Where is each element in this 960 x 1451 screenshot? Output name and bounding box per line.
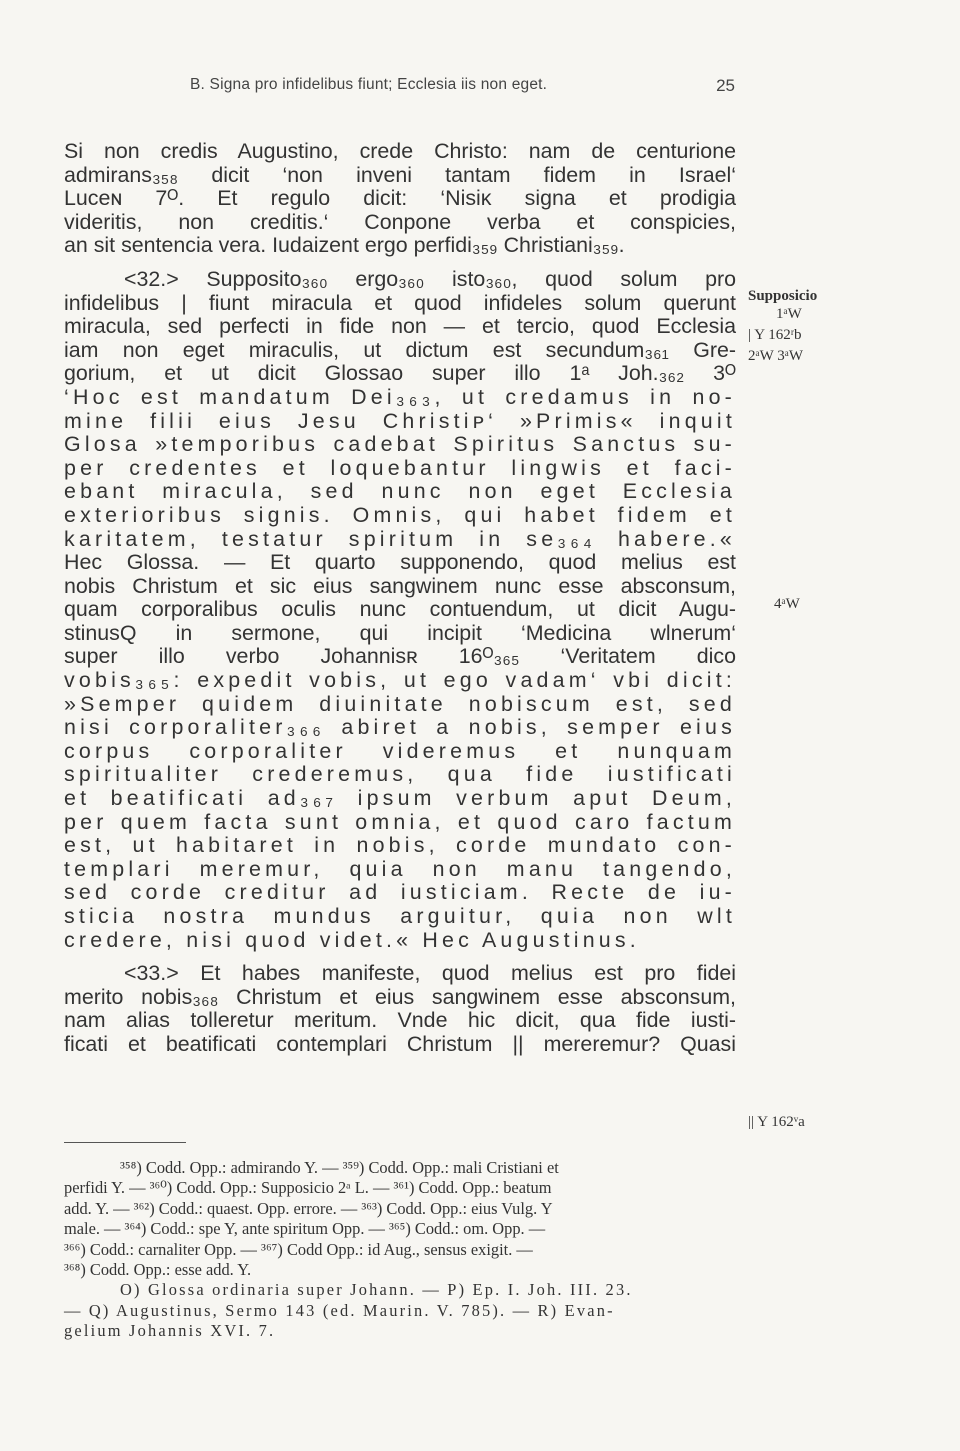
text-line: iam non eget miraculis, ut dictum est secundum₃₆₁ Gre- [64,337,736,362]
text-line: corpus corporaliter videremus et nunquam [64,738,736,763]
paragraph-33 [64,962,736,1056]
text-line: ficati et beatificati contemplari Christum || mereremur? Quasi [64,1031,736,1056]
footnote-line: ³⁶⁶) Codd.: carnaliter Opp. — ³⁶⁷) Codd Opp.: id Aug., sensus exigit. — [64,1239,533,1259]
margin-note: | Y 162ʳb [748,327,802,343]
text-line: sed corde creditur ad iusticiam. Recte de iu- [64,880,736,905]
source-note: — Q) Augustinus, Sermo 143 (ed. Maurin. V. 785). — R) Evan- [64,1300,615,1320]
footnote-rule [64,1142,186,1143]
text-line: miracula, sed perfecti in fide non — et tercio, quod Ecclesia [64,314,736,339]
text-line: nobis Christum et sic eius sangwinem nunc esse absconsum, [64,573,736,598]
text-line: super illo verbo Johannisʀ 16ᴼ₃₆₅ ‘Veritatem dico [64,644,736,669]
text-line: stinusQ in sermone, qui incipit ‘Medicina wlnerum‘ [64,620,736,645]
text-line: mine filii eius Jesu Christiᴘ‘ »Primis« inquit [64,408,736,433]
footnote-line: ³⁶⁸) Codd. Opp.: esse add. Y. [64,1259,252,1279]
source-note: O) Glossa ordinaria super Johann. — P) Ep. I. Joh. III. 23. [120,1280,633,1300]
source-note: gelium Johannis XVI. 7. [64,1321,276,1341]
text-line: per credentes et loquebantur lingwis et faci- [64,455,736,480]
text-line: ‘Hoc est mandatum Dei₃₆₃, ut credamus in no- [64,384,736,409]
text-line: an sit sentencia vera. Iudaizent ergo perfidi₃₅₉ Christiani₃₅₉. [64,233,625,258]
margin-note: || Y 162ᵛa [748,1114,805,1130]
text-line: karitatem, testatur spiritum in se₃₆₄ habere.« [64,526,736,551]
text-line: <32.> Supposito₃₆₀ ergo₃₆₀ isto₃₆₀, quod solum pro [124,266,736,291]
margin-note: Supposicio [748,288,818,304]
margin-note: 4ᵃW [774,596,800,612]
paragraph-31 [64,140,736,258]
text-line: ebant miracula, sed nunc non eget Ecclesia [64,479,736,504]
text-line: <33.> Et habes manifeste, quod melius est pro fidei [124,961,736,986]
text-line: infidelibus | fiunt miracula et quod infideles solum querunt [64,290,736,315]
text-line: Si non credis Augustino, crede Christo: nam de centurione [64,139,736,163]
text-line: quam corporalibus oculis nunc contuendum, ut dicit Augu- [64,597,736,622]
text-line: Hec Glossa. — Et quarto supponendo, quod melius est [64,550,736,575]
footnotes [64,1158,736,1342]
text-line: sticia nostra mundus arguitur, quia non wlt [64,904,736,928]
text-line: »Semper quidem diuinitate nobiscum est, sed [64,691,736,716]
text-line: credere, nisi quod videt.« Hec Augustinus. [64,927,640,952]
text-line: templari meremur, quia non manu tangendo, [64,856,736,881]
text-line: Glosa »temporibus cadebat Spiritus Sanctus su- [64,432,736,457]
text-line: videritis, non creditis.‘ Conpone verba et conspicies, [64,209,736,234]
text-line: vobis₃₆₅: expedit vobis, ut ego vadam‘ vbi dicit: [64,668,736,693]
text-line: nisi corporaliter₃₆₆ abiret a nobis, semper eius [64,715,736,740]
page-number: 25 [716,76,735,95]
footnote-line: perfidi Y. — ³⁶⁰) Codd. Opp.: Supposicio 2ᵃ L. — ³⁶¹) Codd. Opp.: beatum [64,1178,552,1198]
footnote-line: male. — ³⁶⁴) Codd.: spe Y, ante spiritum Opp. — ³⁶⁵) Codd.: om. Opp. — [64,1219,546,1239]
text-line: per quem facta sunt omnia, et quod caro factum [64,809,736,834]
paragraph-32 [64,268,736,952]
margin-note: 1ᵃW [776,306,802,322]
text-line: nam alias tolleretur meritum. Vnde hic dicit, qua fide iusti- [64,1008,736,1033]
running-title: B. Signa pro infidelibus fiunt; Ecclesia iis non eget. [190,76,548,93]
margin-note: 2ᵃW 3ᵃW [748,348,803,364]
text-line: Luceɴ 7ᴼ. Et regulo dicit: ‘Nisiᴋ signa et prodigia [64,186,736,211]
footnote-line: ³⁵⁸) Codd. Opp.: admirando Y. — ³⁵⁹) Codd. Opp.: mali Cristiani et [120,1158,559,1177]
text-line: gorium, et ut dicit Glossaᴏ super illo 1ᵃ Joh.₃₆₂ 3ᴼ [64,361,736,386]
main-text [64,140,736,1067]
text-line: et beatificati ad₃₆₇ ipsum verbum aput Deum, [64,786,736,811]
text-line: est, ut habitaret in nobis, corde mundato con- [64,833,736,858]
footnote-line: add. Y. — ³⁶²) Codd.: quaest. Opp. errore. — ³⁶³) Codd. Opp.: eius Vulg. Y [64,1198,553,1218]
text-line: merito nobis₃₆₈ Christum et eius sangwinem esse absconsum, [64,984,736,1009]
text-line: exterioribus signis. Omnis, qui habet fidem et [64,502,736,527]
text-line: spiritualiter crederemus, qua fide iustificati [64,762,736,787]
text-line: admirans₃₅₈ dicit ‘non inveni tantam fidem in Israel‘ [64,162,736,187]
